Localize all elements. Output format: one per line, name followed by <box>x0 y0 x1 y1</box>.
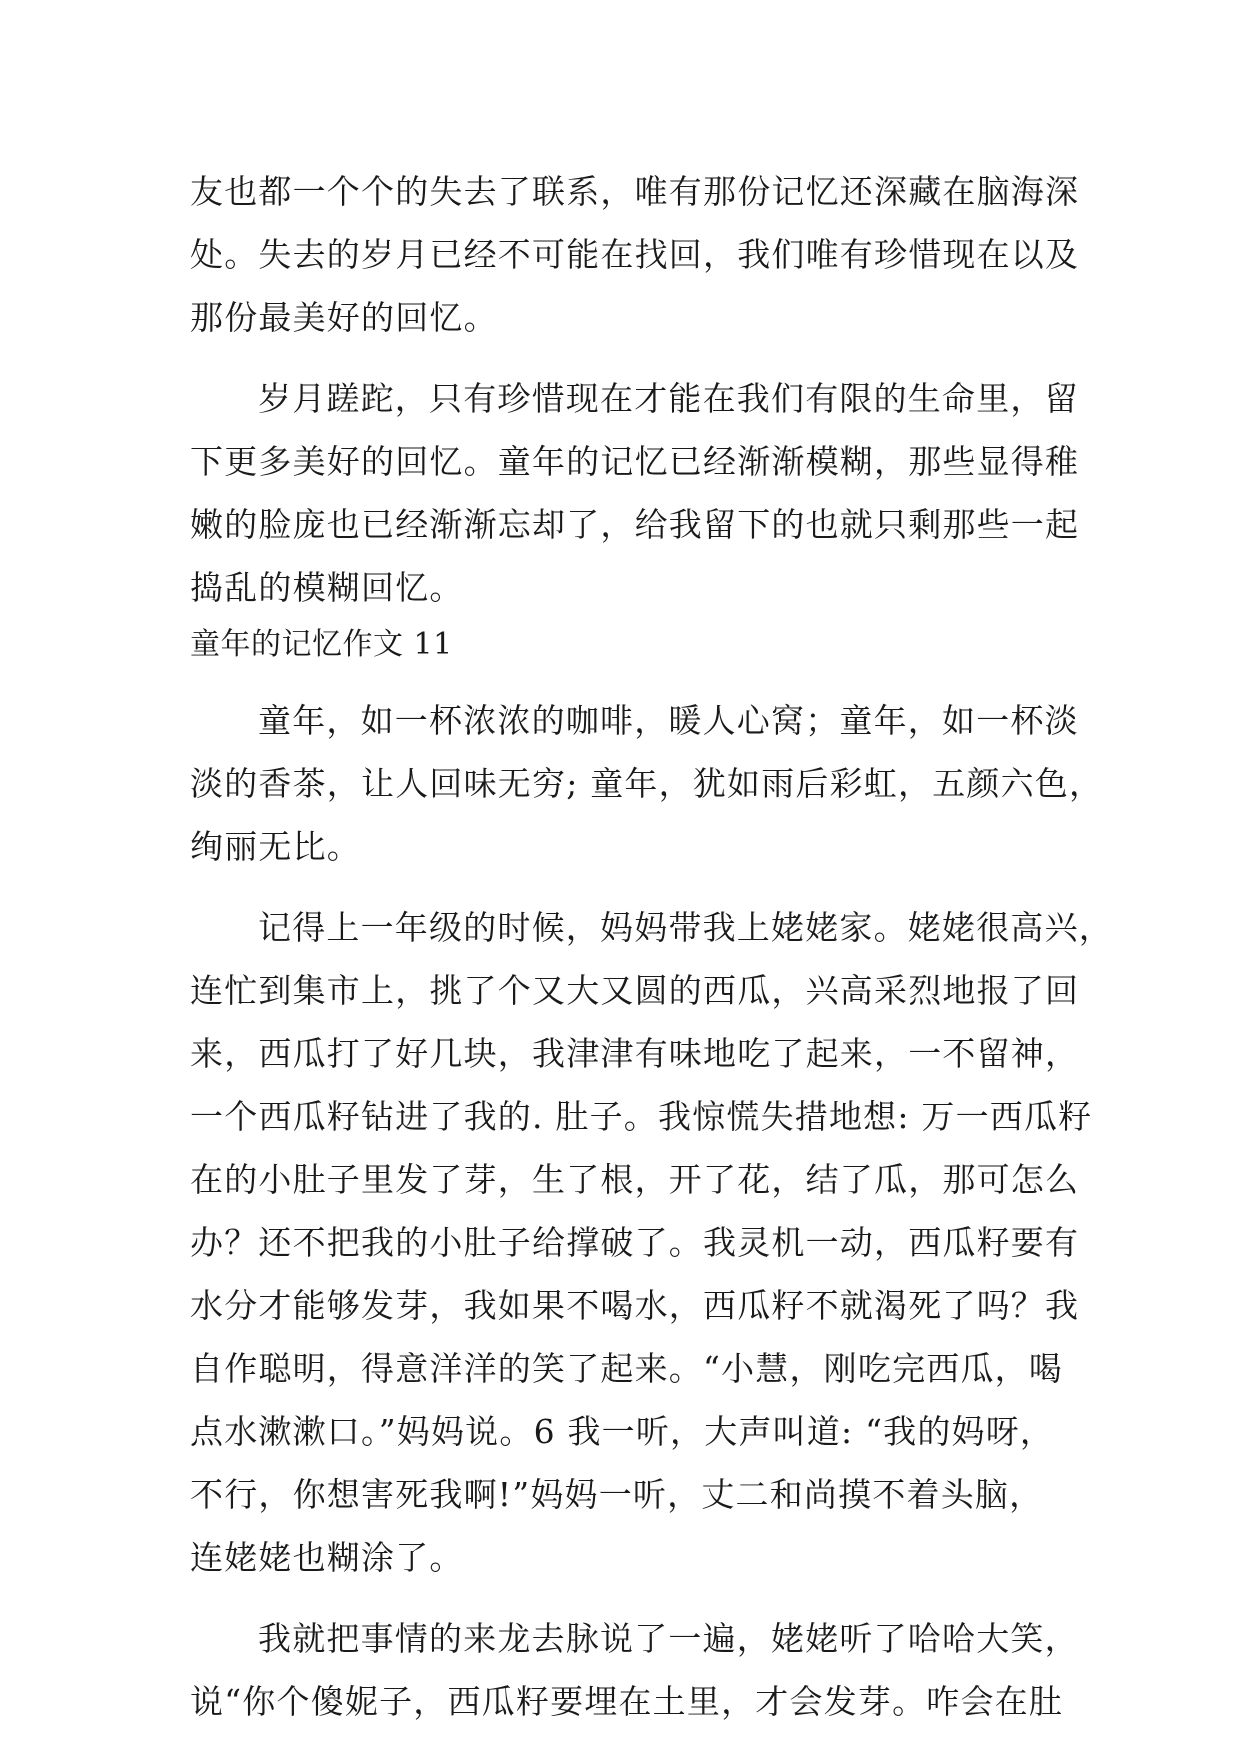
text-line: 友也都一个个的失去了联系，唯有那份记忆还深藏在脑海深 <box>190 172 1080 211</box>
section-title: 童年的记忆作文 11 <box>190 627 453 662</box>
text-line: 一个西瓜籽钻进了我的. 肚子。我惊慌失措地想: 万一西瓜籽 <box>190 1097 1093 1136</box>
text-line: 处。失去的岁月已经不可能在找回，我们唯有珍惜现在以及 <box>190 235 1080 274</box>
text-line: 点水漱漱口。”妈妈说。6 我一听，大声叫道: “我的妈呀， <box>190 1412 1055 1451</box>
text-line: 不行，你想害死我啊!”妈妈一听，丈二和尚摸不着头脑， <box>190 1475 1044 1514</box>
text-line: 说“你个傻妮子，西瓜籽要埋在土里，才会发芽。咋会在肚 <box>190 1682 1064 1721</box>
text-line: 绚丽无比。 <box>190 827 361 866</box>
text-line: 那份最美好的回忆。 <box>190 298 498 337</box>
paragraph <box>190 1607 1079 1733</box>
text-line: 在的小肚子里发了芽，生了根，开了花，结了瓜，那可怎么 <box>190 1160 1080 1199</box>
text-line: 嫩的脸庞也已经渐渐忘却了，给我留下的也就只剩那些一起 <box>190 505 1080 544</box>
paragraph <box>190 689 1104 878</box>
text-line: 童年，如一杯浓浓的咖啡，暖人心窝；童年，如一杯淡 <box>258 701 1079 740</box>
paragraph-gap <box>190 1589 1052 1607</box>
paragraph <box>190 367 1080 619</box>
text-line: 水分才能够发芽，我如果不喝水，西瓜籽不就渴死了吗？我 <box>190 1286 1080 1325</box>
text-line: 连忙到集市上，挑了个又大又圆的西瓜，兴高采烈地报了回 <box>190 971 1080 1010</box>
paragraph-gap <box>190 878 1052 896</box>
text-line: 办？还不把我的小肚子给撑破了。我灵机一动，西瓜籽要有 <box>190 1223 1080 1262</box>
text-line: 连姥姥也糊涂了。 <box>190 1538 464 1577</box>
paragraph <box>190 896 1113 1589</box>
text-line: 捣乱的模糊回忆。 <box>190 568 464 607</box>
paragraph-gap <box>190 349 1052 367</box>
text-line: 记得上一年级的时候，妈妈带我上姥姥家。姥姥很高兴， <box>258 908 1113 947</box>
text-line: 自作聪明，得意洋洋的笑了起来。“小慧，刚吃完西瓜，喝 <box>190 1349 1064 1388</box>
paragraph-continued <box>190 160 1080 349</box>
document-page <box>190 160 1113 1733</box>
text-line: 我就把事情的来龙去脉说了一遍，姥姥听了哈哈大笑， <box>258 1619 1079 1658</box>
text-line: 淡的香茶，让人回味无穷; 童年，犹如雨后彩虹，五颜六色， <box>190 764 1104 803</box>
text-line: 下更多美好的回忆。童年的记忆已经渐渐模糊，那些显得稚 <box>190 442 1080 481</box>
text-line: 来，西瓜打了好几块，我津津有味地吃了起来，一不留神， <box>190 1034 1080 1073</box>
text-line: 岁月蹉跎，只有珍惜现在才能在我们有限的生命里，留 <box>258 379 1079 418</box>
paragraph-gap <box>190 671 1052 689</box>
